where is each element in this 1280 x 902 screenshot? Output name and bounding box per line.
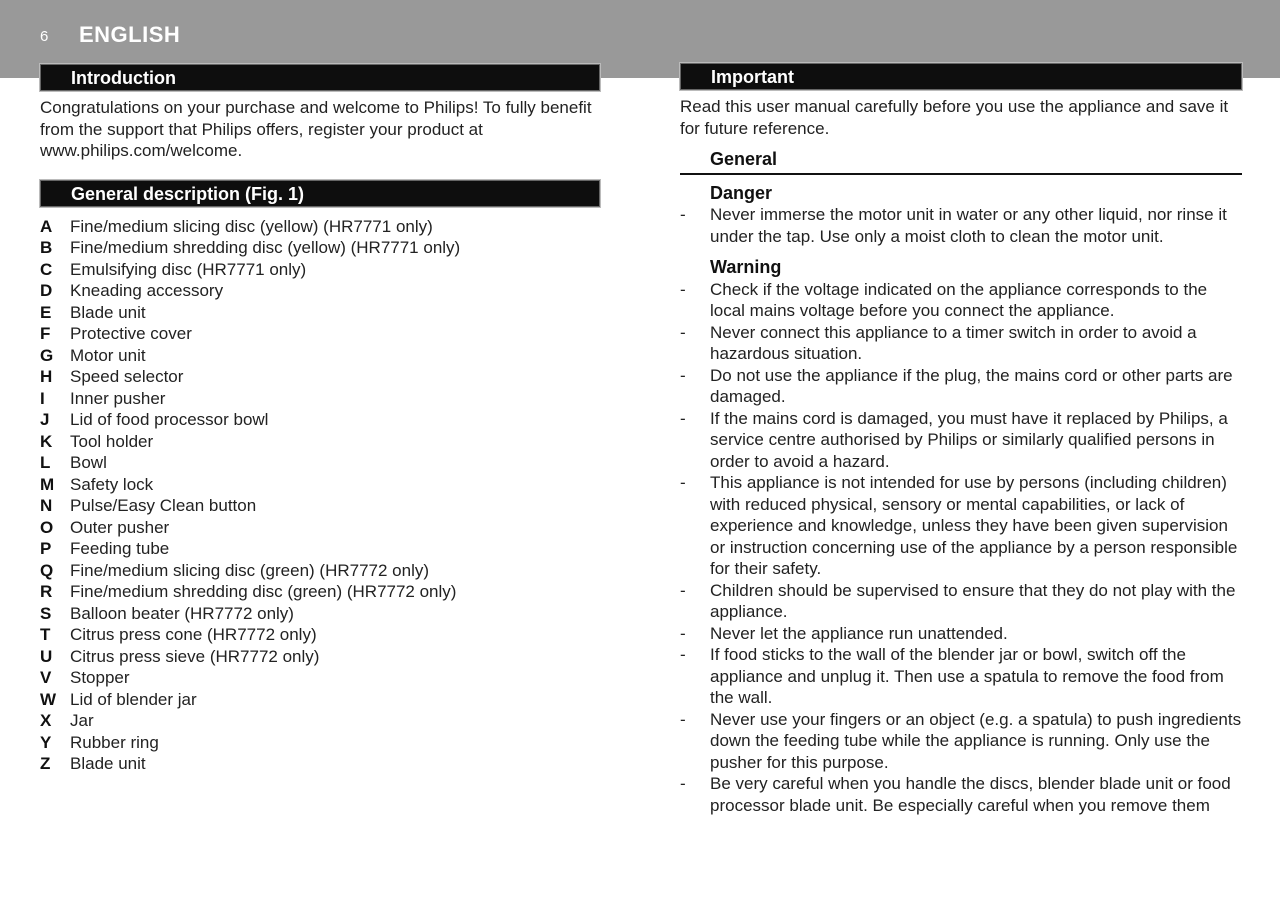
part-label: Pulse/Easy Clean button	[70, 496, 257, 515]
part-label: Lid of blender jar	[70, 689, 197, 709]
warning-heading: Warning	[710, 257, 782, 277]
bullet-dash: -	[680, 365, 686, 385]
warning-item	[680, 472, 1242, 580]
bullet-dash: -	[680, 473, 686, 492]
part-label: Tool holder	[70, 431, 154, 451]
list-item	[40, 345, 600, 367]
right-column	[680, 63, 1242, 816]
list-item	[40, 388, 600, 410]
bullet-dash: -	[680, 645, 686, 664]
warning-item	[680, 709, 1242, 774]
list-item	[40, 216, 600, 238]
bullet-dash: -	[680, 623, 686, 643]
part-letter: P	[40, 539, 52, 558]
danger-list	[680, 204, 1242, 247]
bullet-dash: -	[680, 408, 686, 428]
bullet-dash: -	[680, 580, 686, 600]
list-item	[40, 366, 600, 388]
part-label: Fine/medium shredding disc (green) (HR7772 only)	[70, 582, 457, 601]
bullet-text: Never use your fingers or an object (e.g. a spatula) to push ingredients down the feeding tube while the appliance is running. Only use the pusher for this purpose.	[710, 709, 1242, 772]
list-item	[40, 603, 600, 625]
bullet-text: Do not use the appliance if the plug, the mains cord or other parts are damaged.	[710, 365, 1233, 406]
bullet-text: Never let the appliance run unattended.	[710, 623, 1008, 643]
warning-list	[680, 279, 1242, 817]
part-label: Stopper	[70, 668, 130, 687]
language-label: ENGLISH	[79, 22, 181, 47]
page-number: 6	[40, 28, 49, 45]
danger-heading: Danger	[710, 182, 773, 203]
left-column	[40, 63, 600, 775]
introduction-text: Congratulations on your purchase and welcome to Philips! To fully benefit from the support that Philips offers, register your product at www.philips.com/welcome.	[40, 98, 592, 160]
list-item	[40, 409, 600, 431]
part-label: Feeding tube	[70, 539, 170, 558]
warning-item	[680, 773, 1242, 816]
list-item	[40, 323, 600, 345]
warning-item	[680, 580, 1242, 623]
part-label: Balloon beater (HR7772 only)	[70, 603, 294, 623]
part-label: Outer pusher	[70, 517, 170, 537]
part-label: Lid of food processor bowl	[70, 410, 269, 429]
bullet-text: This appliance is not intended for use by persons (including children) with reduced physical, sensory or mental capabilities, or lack of experience and knowledge, unless they have been given supervision or instruction concerning use of the appliance by a person responsible for their safety.	[710, 473, 1238, 578]
part-label: Fine/medium shredding disc (yellow) (HR7771 only)	[70, 238, 461, 257]
part-letter: Z	[40, 754, 51, 773]
bullet-text: Be very careful when you handle the discs, blender blade unit or food processor blade unit. Be especially careful when you remove them	[710, 774, 1231, 815]
list-item	[40, 624, 600, 646]
part-letter: S	[40, 603, 52, 623]
danger-item	[680, 204, 1242, 247]
warning-item	[680, 365, 1242, 408]
warning-item	[680, 408, 1242, 473]
part-label: Kneading accessory	[70, 281, 224, 300]
bullet-text: Never connect this appliance to a timer switch in order to avoid a hazardous situation.	[710, 322, 1197, 363]
list-item	[40, 560, 600, 582]
part-label: Emulsifying disc (HR7771 only)	[70, 259, 307, 279]
part-letter: R	[40, 582, 53, 601]
part-letter: I	[40, 388, 45, 408]
part-label: Safety lock	[70, 474, 154, 494]
part-letter: X	[40, 711, 52, 730]
bullet-dash: -	[680, 322, 686, 342]
part-letter: A	[40, 216, 53, 236]
part-label: Protective cover	[70, 324, 192, 343]
general-description-heading: General description (Fig. 1)	[40, 180, 600, 207]
list-item	[40, 474, 600, 496]
list-item	[40, 581, 600, 603]
part-letter: K	[40, 431, 53, 451]
part-label: Citrus press sieve (HR7772 only)	[70, 646, 320, 666]
bullet-dash: -	[680, 774, 686, 793]
warning-item	[680, 623, 1242, 645]
important-heading: Important	[680, 63, 1242, 90]
part-label: Motor unit	[70, 345, 146, 365]
general-heading: General	[680, 149, 1242, 175]
bullet-dash: -	[680, 279, 686, 299]
list-item	[40, 431, 600, 453]
list-item	[40, 280, 600, 302]
part-letter: O	[40, 517, 54, 537]
list-item	[40, 753, 600, 775]
warning-item	[680, 279, 1242, 322]
part-letter: G	[40, 345, 54, 365]
parts-list	[40, 216, 600, 775]
part-label: Inner pusher	[70, 388, 166, 408]
part-letter: Q	[40, 560, 54, 580]
part-letter: F	[40, 324, 51, 343]
list-item	[40, 452, 600, 474]
bullet-text: Children should be supervised to ensure that they do not play with the appliance.	[710, 580, 1236, 621]
list-item	[40, 667, 600, 689]
part-letter: W	[40, 689, 57, 709]
part-label: Rubber ring	[70, 732, 159, 752]
bullet-text: Never immerse the motor unit in water or any other liquid, nor rinse it under the tap. Use only a moist cloth to clean the motor unit.	[710, 205, 1227, 246]
list-item	[40, 517, 600, 539]
part-label: Citrus press cone (HR7772 only)	[70, 625, 317, 644]
part-letter: C	[40, 259, 53, 279]
part-label: Blade unit	[70, 302, 146, 322]
part-label: Bowl	[70, 453, 107, 472]
part-letter: Y	[40, 732, 52, 752]
part-letter: V	[40, 668, 52, 687]
bullet-text: Check if the voltage indicated on the appliance corresponds to the local mains voltage before you connect the appliance.	[710, 279, 1208, 320]
part-letter: T	[40, 625, 51, 644]
list-item	[40, 689, 600, 711]
part-label: Jar	[70, 711, 94, 730]
part-letter: M	[40, 474, 55, 494]
bullet-dash: -	[680, 205, 686, 224]
part-letter: J	[40, 410, 50, 429]
part-letter: B	[40, 238, 53, 257]
list-item	[40, 646, 600, 668]
part-letter: L	[40, 453, 51, 472]
part-letter: E	[40, 302, 52, 322]
list-item	[40, 732, 600, 754]
bullet-dash: -	[680, 709, 686, 729]
part-letter: D	[40, 281, 53, 300]
part-label: Fine/medium slicing disc (yellow) (HR7771 only)	[70, 216, 433, 236]
introduction-heading: Introduction	[40, 64, 600, 91]
part-label: Blade unit	[70, 754, 146, 773]
list-item	[40, 237, 600, 259]
bullet-text: If the mains cord is damaged, you must have it replaced by Philips, a service centre authorised by Philips or similarly qualified persons in order to avoid a hazard.	[710, 408, 1228, 471]
list-item	[40, 538, 600, 560]
part-label: Fine/medium slicing disc (green) (HR7772 only)	[70, 560, 430, 580]
important-text: Read this user manual carefully before you use the appliance and save it for future reference.	[680, 97, 1229, 138]
list-item	[40, 495, 600, 517]
warning-item	[680, 322, 1242, 365]
list-item	[40, 302, 600, 324]
bullet-text: If food sticks to the wall of the blender jar or bowl, switch off the appliance and unplug it. Then use a spatula to remove the food from the wall.	[710, 645, 1224, 707]
list-item	[40, 710, 600, 732]
part-letter: H	[40, 367, 53, 386]
part-letter: U	[40, 646, 53, 666]
list-item	[40, 259, 600, 281]
warning-item	[680, 644, 1242, 709]
part-label: Speed selector	[70, 367, 184, 386]
part-letter: N	[40, 496, 53, 515]
